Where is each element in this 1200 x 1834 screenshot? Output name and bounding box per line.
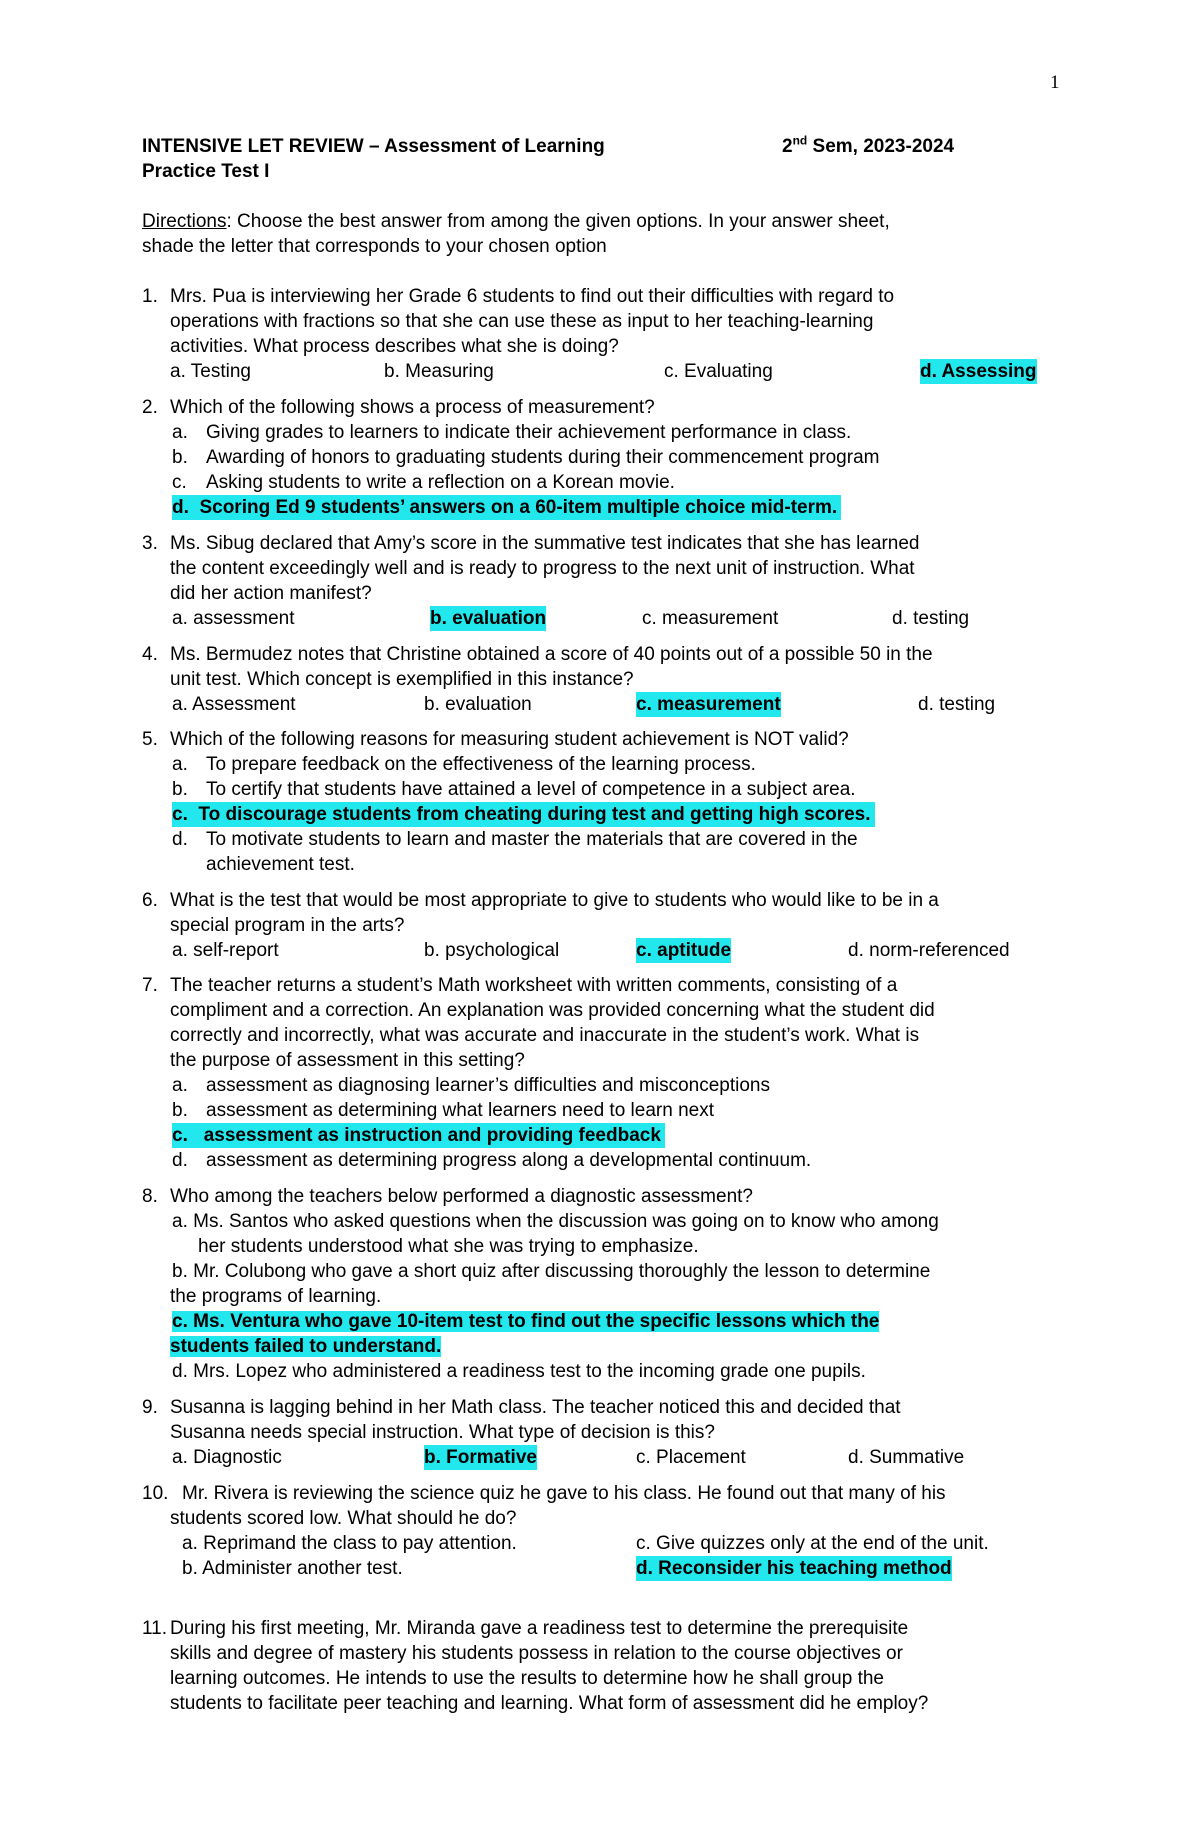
- option-b: b. To certify that students have attained a level of competence in a subject area.: [172, 779, 856, 800]
- answer-option-b: b. Formative: [424, 1447, 537, 1468]
- question-5: 5. Which of the following reasons for measuring student achievement is NOT valid? a. To prepare feedback on the effectiveness of the learning process. b. To certify that students have attained a level of competence in a subject area. c. To discourage students from cheating during test and getting high scores. d. To motivate students to learn and master the materials that are covered in the achievement test.: [142, 727, 1082, 877]
- question-4: 4. Ms. Bermudez notes that Christine obtained a score of 40 points out of a possible 50 in the unit test. Which concept is exemplified in this instance? a. Assessment b. evaluation c. measurement d. testing: [142, 644, 996, 715]
- option-a: a. self-report: [172, 940, 279, 961]
- question-6: 6. What is the test that would be most appropriate to give to students who would like to be in a special program in the arts? a. self-report b. psychological c. aptitude d. norm-referenced: [142, 890, 1010, 961]
- answer-option-c: c. assessment as instruction and providing feedback: [142, 1123, 1082, 1148]
- option-b: b. psychological: [424, 940, 560, 961]
- option-d: d. assessment as determining progress along a developmental continuum.: [172, 1150, 812, 1171]
- option-d: d. Summative: [848, 1447, 965, 1468]
- option-a: a. Diagnostic: [172, 1447, 282, 1468]
- option-d: d. To motivate students to learn and master the materials that are covered in the: [172, 829, 858, 850]
- option-a: a. Testing: [170, 361, 251, 382]
- options-row: [142, 359, 1082, 384]
- question-11: 11. During his first meeting, Mr. Miranda gave a readiness test to determine the prerequisite skills and degree of mastery his students possess in relation to the course objectives or learning outcomes. He intends to use the results to determine how he shall group the students to facilitate peer teaching and learning. What form of assessment did he employ?: [142, 1618, 929, 1714]
- option-c: c. Asking students to write a reflection on a Korean movie.: [172, 472, 675, 493]
- answer-option-d: d. Assessing: [920, 361, 1037, 382]
- option-c: c. Give quizzes only at the end of the unit.: [636, 1533, 989, 1554]
- option-a: a. Ms. Santos who asked questions when the discussion was going on to know who among: [172, 1211, 939, 1232]
- answer-option-c: c. To discourage students from cheating during test and getting high scores.: [142, 802, 1082, 827]
- option-d: d. testing: [918, 694, 996, 715]
- question-8: 8. Who among the teachers below performed a diagnostic assessment? a. Ms. Santos who asked questions when the discussion was going on to know who among her students understood what she was trying to emphasize. b. Mr. Colubong who gave a short quiz after discussing thoroughly the lesson to determine the programs of learning. c. Ms. Ventura who gave 10-item test to find out the specific lessons which the students failed to understand. d. Mrs. Lopez who administered a readiness test to the incoming grade one pupils.: [142, 1184, 1082, 1384]
- option-b: b. Awarding of honors to graduating students during their commencement program: [172, 447, 880, 468]
- option-a: a. assessment: [172, 608, 295, 629]
- option-d: d. norm-referenced: [848, 940, 1010, 961]
- option-a: a. Giving grades to learners to indicate their achievement performance in class.: [172, 422, 852, 443]
- option-a: a. Reprimand the class to pay attention.: [182, 1533, 517, 1554]
- answer-option-c: c. aptitude: [636, 940, 732, 961]
- question-9: 9. Susanna is lagging behind in her Math class. The teacher noticed this and decided that Susanna needs special instruction. What type of decision is this? a. Diagnostic b. Formative c. Placement d. Summative: [142, 1397, 965, 1468]
- option-b: b. Administer another test.: [182, 1558, 403, 1579]
- option-c: c. measurement: [642, 608, 779, 629]
- option-a: a. Assessment: [172, 694, 296, 715]
- document-subtitle: Practice Test I: [142, 161, 270, 182]
- question-3: 3. Ms. Sibug declared that Amy’s score in the summative test indicates that she has learned the content exceedingly well and is ready to progress to the next unit of instruction. What did her action manifest? a. assessment b. evaluation c. measurement d. testing: [142, 533, 970, 629]
- document-header: [142, 134, 1042, 184]
- option-c: c. Evaluating: [664, 361, 773, 382]
- option-b: b. assessment as determining what learners need to learn next: [172, 1100, 714, 1121]
- option-a: a. assessment as diagnosing learner’s difficulties and misconceptions: [172, 1075, 770, 1096]
- directions: Directions: Choose the best answer from among the given options. In your answer sheet, shade the letter that corresponds to your chosen option: [142, 211, 890, 257]
- question-7: 7. The teacher returns a student’s Math worksheet with written comments, consisting of a compliment and a correction. An explanation was provided concerning what the student did correctly and incorrectly, what was accurate and inaccurate in the student’s work. What is the purpose of assessment in this setting? a. assessment as diagnosing learner’s difficulties and misconceptions b. assessment as determining what learners need to learn next c. assessment as instruction and providing feedback d. assessment as determining progress along a developmental continuum.: [142, 973, 1082, 1173]
- question-1: 1. Mrs. Pua is interviewing her Grade 6 students to find out their difficulties with regard to operations with fractions so that she can use these as input to her teaching-learning activities. What process describes what she is doing? a. Testing b. Measuring c. Evaluating d. Assessing: [142, 284, 1082, 384]
- option-d: d. Mrs. Lopez who administered a readiness test to the incoming grade one pupils.: [172, 1361, 866, 1382]
- document-title: INTENSIVE LET REVIEW – Assessment of Learning: [142, 136, 605, 157]
- question-10: 10. Mr. Rivera is reviewing the science quiz he gave to his class. He found out that many of his students scored low. What should he do? a. Reprimand the class to pay attention. c. Give quizzes only at the end of the unit. b. Administer another test. d. Reconsider his teaching method: [142, 1483, 989, 1579]
- answer-option-d: d. Reconsider his teaching method: [636, 1558, 952, 1579]
- page-number: 1: [1050, 72, 1060, 93]
- semester-label: 2nd Sem, 2023-2024: [782, 133, 955, 157]
- option-c: c. Placement: [636, 1447, 746, 1468]
- option-b: b. Measuring: [384, 361, 494, 382]
- answer-option-b: b. evaluation: [430, 608, 547, 629]
- directions-label: Directions: [142, 211, 227, 232]
- answer-option-d: d. Scoring Ed 9 students’ answers on a 60-item multiple choice mid-term.: [142, 495, 1082, 520]
- question-2: 2. Which of the following shows a process of measurement? a. Giving grades to learners to indicate their achievement performance in class. b. Awarding of honors to graduating students during their commencement program c. Asking students to write a reflection on a Korean movie. d. Scoring Ed 9 students’ answers on a 60-item multiple choice mid-term.: [142, 395, 1082, 520]
- option-b: b. Mr. Colubong who gave a short quiz after discussing thoroughly the lesson to determine: [172, 1261, 931, 1282]
- option-b: b. evaluation: [424, 694, 532, 715]
- answer-option-c: c. Ms. Ventura who gave 10-item test to find out the specific lessons which the: [172, 1311, 880, 1332]
- option-a: a. To prepare feedback on the effectiveness of the learning process.: [172, 754, 756, 775]
- option-d: d. testing: [892, 608, 970, 629]
- answer-option-c: c. measurement: [636, 694, 781, 715]
